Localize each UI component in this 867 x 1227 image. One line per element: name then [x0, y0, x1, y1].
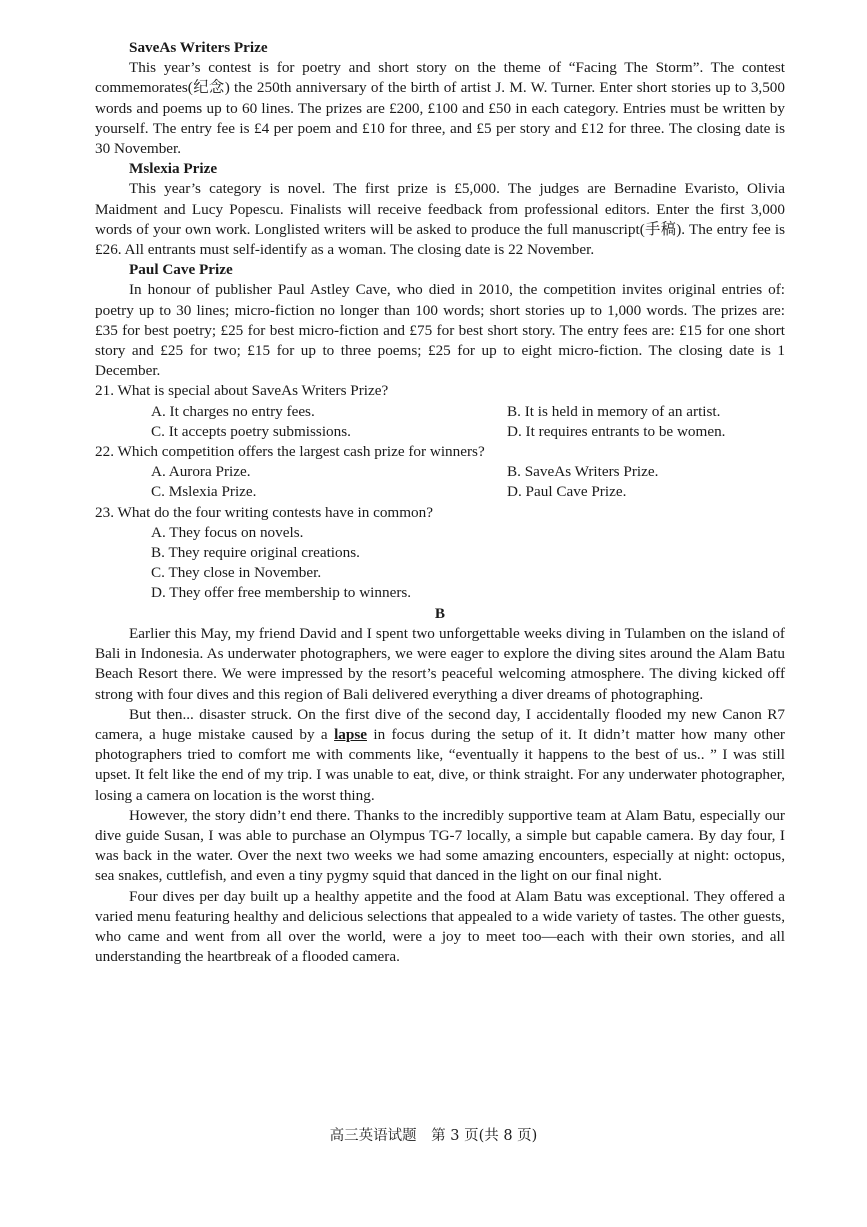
question-22-options — [117, 462, 785, 502]
passage-b-paragraph-3: However, the story didn’t end there. Thanks to the incredibly supportive team at Alam Batu, especially our dive guide Susan, I was able to purchase an Olympus TG-7 locally, a simple but capable camera. By day four, I was back in the water. Over the next two weeks we had some amazing encounters, especially at night: octopus, sea snakes, cuttlefish, and even a tiny pygmy squid that danced in the light on our final night. — [95, 806, 785, 885]
prize-body-saveas: This year’s contest is for poetry and short story on the theme of “Facing The Storm”. The contest commemorates(纪念) the 250th anniversary of the birth of artist J. M. W. Turner. Enter short stories up to 3,500 words and poems up to 60 lines. The prizes are £200, £100 and £50 in each category. Entries must be written by yourself. The entry fee is £4 per poem and £10 for three, and £5 per story and £12 for three. The closing date is 30 November. — [95, 59, 785, 158]
question-21-option-b: B. It is held in memory of an artist. — [507, 402, 721, 420]
question-23-option-b: B. They require original creations. — [151, 544, 360, 562]
prize-body-paul-cave: In honour of publisher Paul Astley Cave, who died in 2010, the competition invites original entries of: poetry up to 30 lines; micro-fiction no longer than 100 words; short stories up to 1,000 words. The prizes are: £35 for best poetry; £25 for best micro-fiction and £75 for best short story. The entry fees are: £15 for one short story and £25 for two; £15 for up to three poems; £25 for up to eight micro-fiction. The closing date is 1 December. — [95, 281, 785, 380]
paragraph-2-text-start: But then... disaster struck. On the first dive of the second day, I accidentally flooded my new Canon R7 camera, a huge mistake caused by a — [95, 705, 785, 743]
question-22-option-c: C. Mslexia Prize. — [151, 483, 257, 501]
question-23-options — [117, 523, 785, 604]
prize-title-saveas: SaveAs Writers Prize — [129, 39, 268, 56]
question-22-option-a: A. Aurora Prize. — [151, 463, 251, 481]
question-21-option-d: D. It requires entrants to be women. — [507, 422, 726, 440]
passage-b-paragraph-2 — [95, 705, 785, 806]
paragraph-2-text-end: in focus during the setup of it. It didn’t matter how many other photographers tried to comfort me with comments like, “eventually it happens to the best of us.. ” I was still upset. It felt like the end of my trip. I was unable to eat, dive, or think straight. For any underwater photographer, losing a camera on location is the worst thing. — [95, 725, 785, 804]
question-21-stem: 21. What is special about SaveAs Writers Prize? — [95, 382, 389, 400]
question-21-option-a: A. It charges no entry fees. — [151, 402, 315, 420]
question-23-option-a: A. They focus on novels. — [151, 523, 304, 541]
question-block — [95, 381, 785, 603]
prize-title-mslexia: Mslexia Prize — [129, 160, 218, 178]
question-21-option-c: C. It accepts poetry submissions. — [151, 422, 351, 440]
question-23-option-c: C. They close in November. — [151, 564, 322, 582]
prize-body-mslexia: This year’s category is novel. The first prize is £5,000. The judges are Bernadine Evaristo, Olivia Maidment and Lucy Popescu. Finalists will receive feedback from professional editors. Enter the first 3,000 words of your own work. Longlisted writers will be asked to produce the full manuscript(手稿). The entry fee is £26. All entrants must self-identify as a woman. The closing date is 22 November. — [95, 180, 785, 259]
page-footer: 高三英语试题 第 3 页(共 8 页) — [329, 1128, 538, 1144]
question-22-option-b: B. SaveAs Writers Prize. — [507, 463, 659, 481]
question-22-option-d: D. Paul Cave Prize. — [507, 483, 627, 501]
question-23-stem: 23. What do the four writing contests have in common? — [95, 503, 433, 521]
question-21-options — [117, 402, 785, 442]
question-23-option-d: D. They offer free membership to winners. — [151, 584, 412, 602]
question-22-stem: 22. Which competition offers the largest cash prize for winners? — [95, 443, 485, 461]
exam-page — [95, 38, 785, 967]
section-b-heading: B — [434, 604, 446, 622]
passage-b-paragraph-4: Four dives per day built up a healthy appetite and the food at Alam Batu was exceptional. They offered a varied menu featuring healthy and delicious selections that appealed to a wide variety of tastes. The other guests, who came and went from all over the world, were a joy to meet too—each with their own stories, and all understanding the heartbreak of a flooded camera. — [95, 887, 785, 966]
underlined-keyword-lapse: lapse — [334, 725, 367, 743]
passage-b-paragraph-1: Earlier this May, my friend David and I spent two unforgettable weeks diving in Tulamben on the island of Bali in Indonesia. As underwater photographers, we were eager to explore the diving sites around the Alam Batu Beach Resort there. We were impressed by the resort’s peaceful welcoming atmosphere. The diving kicked off strong with four dives and this region of Bali delivered everything a diver dreams of photographing. — [95, 624, 785, 703]
prize-title-paul-cave: Paul Cave Prize — [129, 261, 233, 279]
